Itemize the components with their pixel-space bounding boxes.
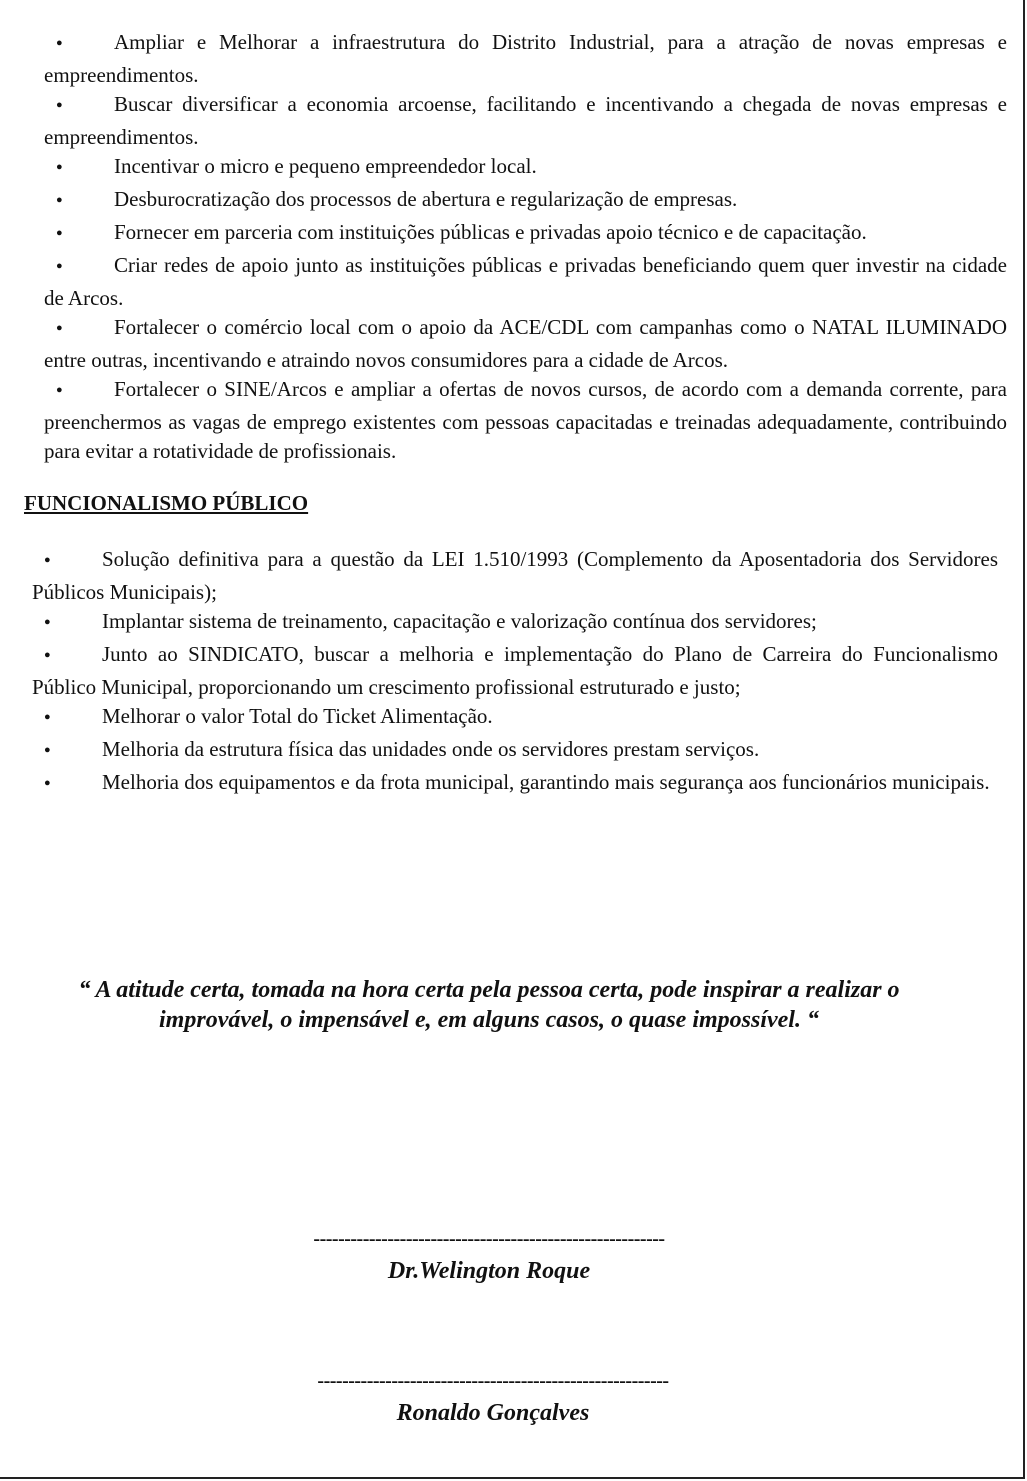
list-item-text: Solução definitiva para a questão da LEI 1.510/1993 (Complemento da Aposentadoria dos Servidores Públicos Municipais); — [32, 547, 998, 604]
bullet-icon — [32, 703, 102, 735]
signature-line: --------------------------------------------------------- — [317, 1370, 669, 1392]
list-item-text: Ampliar e Melhorar a infraestrutura do Distrito Industrial, para a atração de novas empresas e empreendimentos. — [44, 30, 1007, 87]
list-item-text: Melhoria da estrutura física das unidades onde os servidores prestam serviços. — [102, 737, 760, 761]
bullet-icon — [44, 186, 114, 218]
bullet-icon — [44, 29, 114, 61]
bullet-icon — [32, 769, 102, 801]
bullet-icon — [44, 376, 114, 408]
list-item-text: Implantar sistema de treinamento, capacitação e valorização contínua dos servidores; — [102, 609, 817, 633]
list-item — [44, 90, 1007, 152]
list-item-text: Fortalecer o comércio local com o apoio da ACE/CDL com campanhas como o NATAL ILUMINADO entre outras, incentivando e atraindo novos consumidores para a cidade de Arcos. — [44, 315, 1007, 372]
list-item — [44, 313, 1007, 375]
bullet-icon — [44, 153, 114, 185]
list-item — [32, 768, 998, 801]
list-item-text: Incentivar o micro e pequeno empreendedor local. — [114, 154, 537, 178]
list-item — [44, 218, 1007, 251]
closing-quote: “ A atitude certa, tomada na hora certa pela pessoa certa, pode inspirar a realizar o improvável, o impensável e, em alguns casos, o quase impossível. “ — [78, 977, 900, 1033]
list-item-text: Junto ao SINDICATO, buscar a melhoria e implementação do Plano de Carreira do Funcionalismo Público Municipal, proporcionando um crescimento profissional estruturado e justo; — [32, 642, 998, 699]
list-item-text: Fornecer em parceria com instituições públicas e privadas apoio técnico e de capacitação. — [114, 220, 867, 244]
signature-line: --------------------------------------------------------- — [313, 1228, 665, 1250]
bullet-icon — [44, 314, 114, 346]
list-item-text: Melhorar o valor Total do Ticket Alimentação. — [102, 704, 493, 728]
signature-name-welington: Dr.Welington Roque — [387, 1258, 591, 1284]
list-item — [44, 28, 1007, 90]
list-item — [32, 607, 998, 640]
list-item — [32, 545, 998, 607]
bullet-icon — [44, 91, 114, 123]
economy-bullet-list — [44, 28, 1007, 466]
list-item — [44, 185, 1007, 218]
list-item-text: Desburocratização dos processos de abertura e regularização de empresas. — [114, 187, 738, 211]
list-item — [32, 735, 998, 768]
signature-name-ronaldo: Ronaldo Gonçalves — [396, 1400, 590, 1426]
public-service-bullet-list — [32, 545, 998, 801]
list-item-text: Melhoria dos equipamentos e da frota municipal, garantindo mais segurança aos funcionários municipais. — [102, 770, 990, 794]
list-item-text: Fortalecer o SINE/Arcos e ampliar a ofertas de novos cursos, de acordo com a demanda corrente, para preenchermos as vagas de emprego existentes com pessoas capacitadas e treinadas adequadamente, contribuindo para evitar a rotatividade de profissionais. — [44, 377, 1007, 463]
bullet-icon — [44, 219, 114, 251]
list-item — [32, 640, 998, 702]
list-item — [44, 375, 1007, 466]
bullet-icon — [32, 641, 102, 673]
list-item-text: Criar redes de apoio junto as instituições públicas e privadas beneficiando quem quer investir na cidade de Arcos. — [44, 253, 1007, 310]
bullet-icon — [32, 546, 102, 578]
list-item — [44, 251, 1007, 313]
section-heading-funcionalismo: FUNCIONALISMO PÚBLICO — [24, 491, 309, 515]
bullet-icon — [32, 608, 102, 640]
list-item-text: Buscar diversificar a economia arcoense, facilitando e incentivando a chegada de novas empresas e empreendimentos. — [44, 92, 1007, 149]
list-item — [44, 152, 1007, 185]
bullet-icon — [44, 252, 114, 284]
bullet-icon — [32, 736, 102, 768]
list-item — [32, 702, 998, 735]
